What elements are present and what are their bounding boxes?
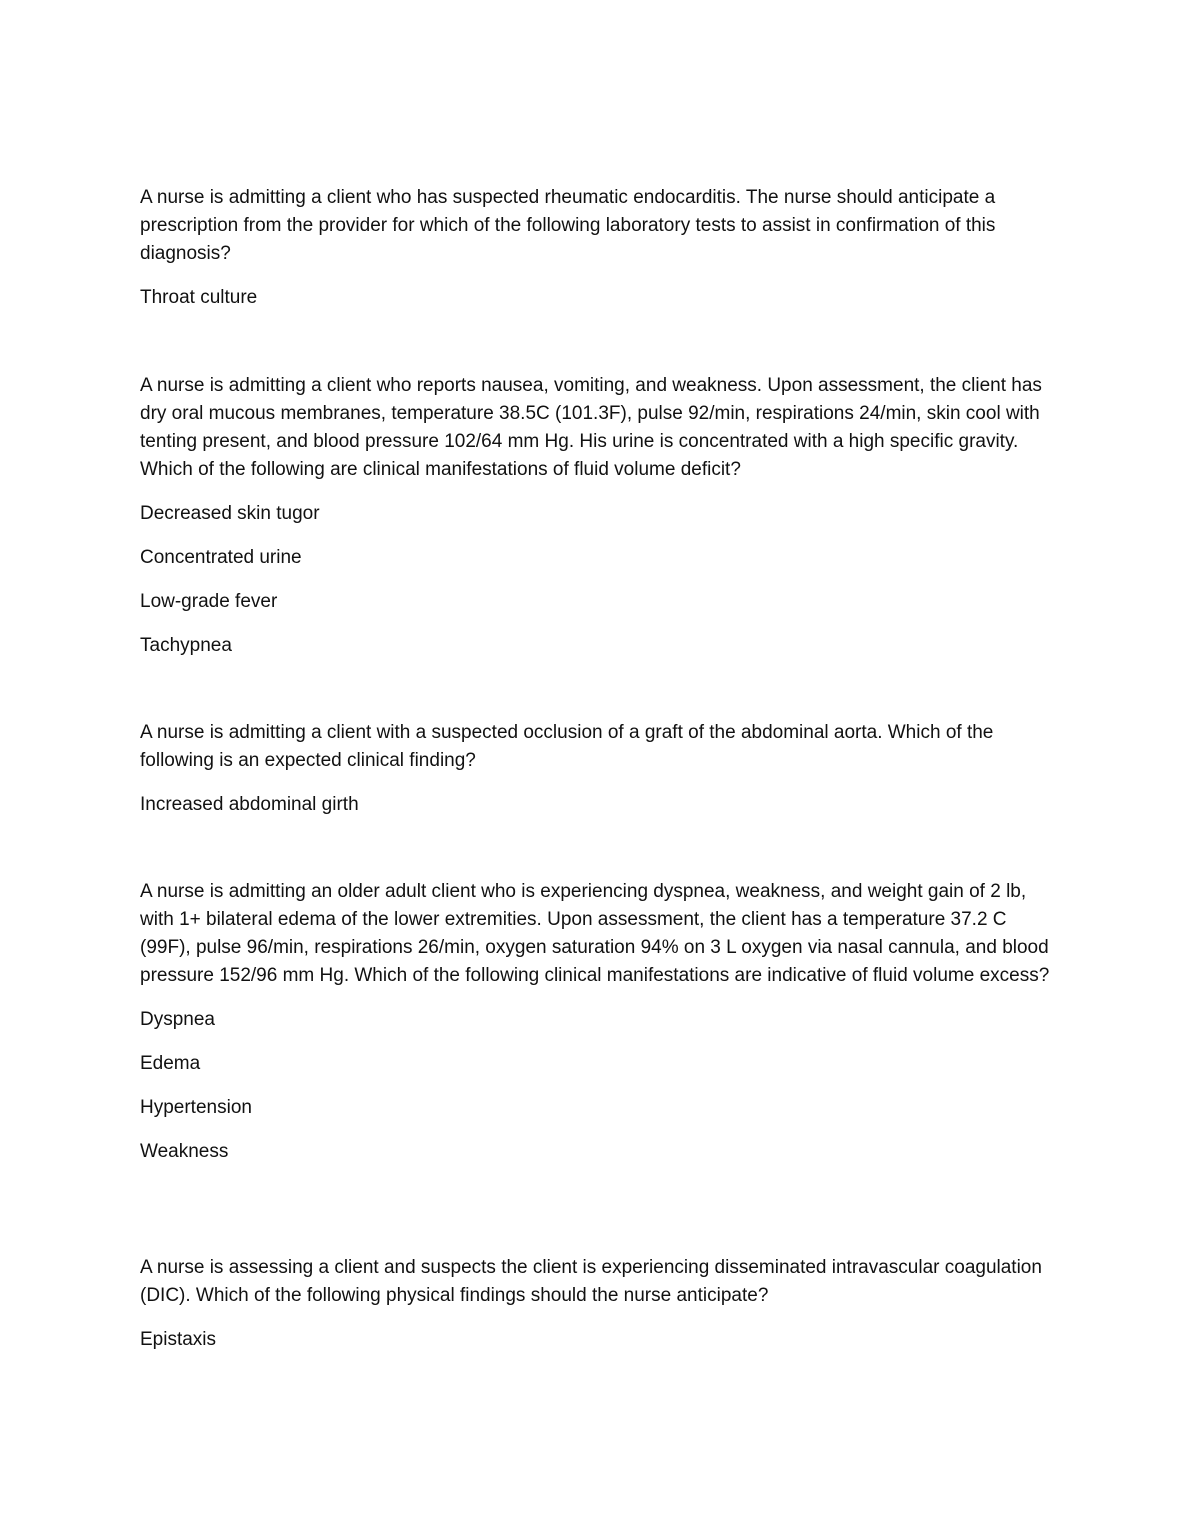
answer-text: Increased abdominal girth — [140, 794, 359, 815]
answer-text: Dyspnea — [140, 1009, 215, 1030]
question-text: A nurse is admitting an older adult client who is experiencing dyspnea, weakness, and weight gain of 2 lb, with 1+ bilateral edema of the lower extremities. Upon assessment, the client has a temperature 37.2 C (99F), pulse 96/min, respirations 26/min, oxygen saturation 94% on 3 L oxygen via nasal cannula, and blood pressure 152/96 mm Hg. Which of the following clinical manifestations are indicative of fluid volume excess? — [140, 881, 1050, 986]
answer-text: Edema — [140, 1053, 201, 1074]
question-text: A nurse is admitting a client who has suspected rheumatic endocarditis. The nurse should anticipate a prescription from the provider for which of the following laboratory tests to assist in confirmation of this diagnosis? — [140, 187, 996, 264]
answer-text: Concentrated urine — [140, 547, 302, 568]
answer-text: Hypertension — [140, 1097, 252, 1118]
question-text: A nurse is admitting a client who reports nausea, vomiting, and weakness. Upon assessment, the client has dry oral mucous membranes, temperature 38.5C (101.3F), pulse 92/min, respirations 24/min, skin cool with tenting present, and blood pressure 102/64 mm Hg. His urine is concentrated with a high specific gravity. Which of the following are clinical manifestations of fluid volume deficit? — [140, 375, 1042, 480]
question-block-2 — [140, 372, 1055, 660]
question-text: A nurse is admitting a client with a suspected occlusion of a graft of the abdominal aorta. Which of the following is an expected clinical finding? — [140, 722, 994, 771]
question-block-1 — [140, 184, 1055, 312]
answer-text: Epistaxis — [140, 1329, 217, 1350]
answer-text: Low-grade fever — [140, 591, 278, 612]
question-text: A nurse is assessing a client and suspects the client is experiencing disseminated intravascular coagulation (DIC). Which of the following physical findings should the nurse anticipate? — [140, 1257, 1042, 1306]
answer-text: Weakness — [140, 1141, 229, 1162]
answer-text: Tachypnea — [140, 635, 232, 656]
question-block-5 — [140, 1254, 1055, 1354]
answer-text: Decreased skin tugor — [140, 503, 320, 524]
question-block-3 — [140, 719, 1055, 819]
answer-text: Throat culture — [140, 287, 258, 308]
question-block-4 — [140, 878, 1055, 1166]
